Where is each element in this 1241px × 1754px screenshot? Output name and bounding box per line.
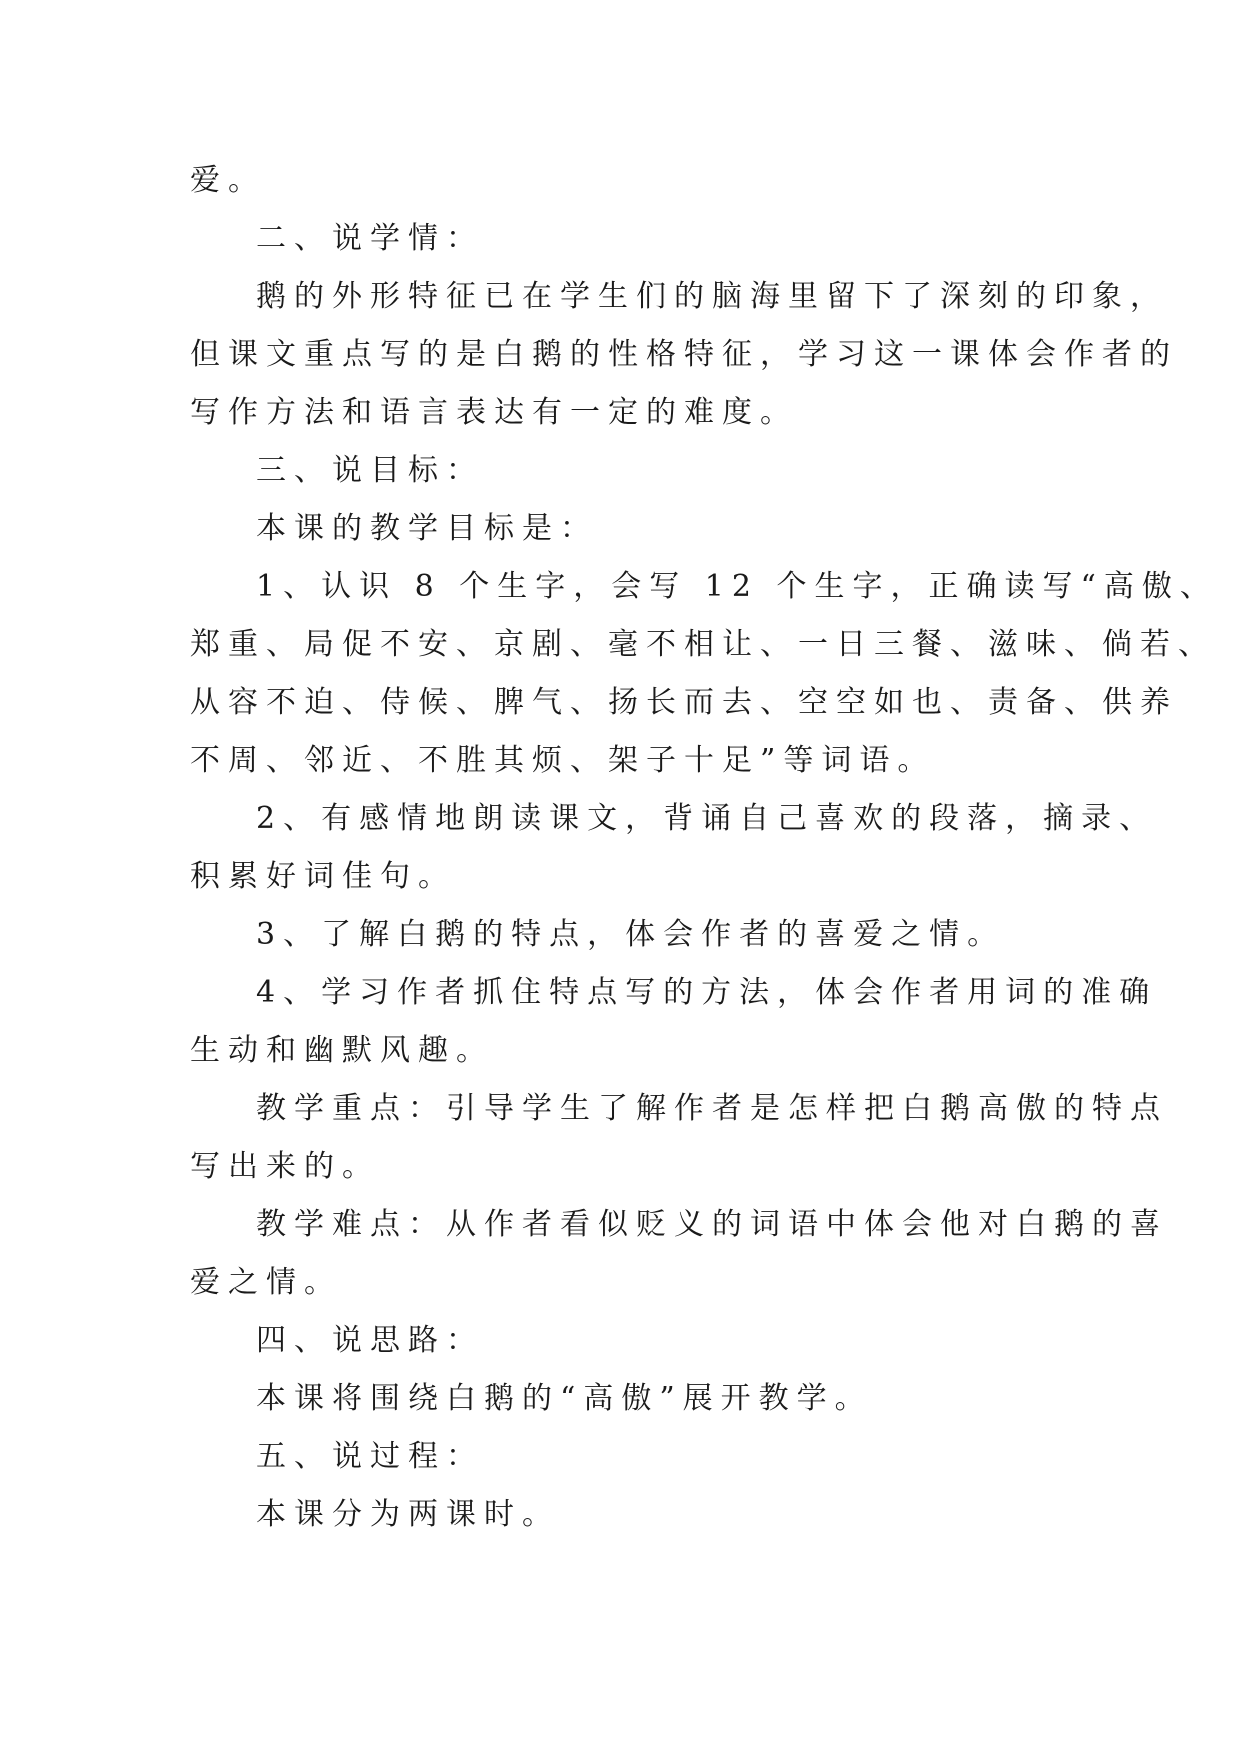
section-heading-learning: 二、说学情：	[256, 221, 484, 256]
document-body	[190, 152, 1218, 1544]
text-line: 爱之情。	[190, 1265, 342, 1300]
text-line: 本课分为两课时。	[256, 1497, 560, 1532]
text-line: 不周、邻近、不胜其烦、架子十足”等词语。	[190, 743, 936, 778]
text-line: 积累好词佳句。	[190, 859, 456, 894]
text-line: 本课的教学目标是：	[256, 511, 598, 546]
text-line: 爱。	[190, 163, 266, 198]
section-heading-approach: 四、说思路：	[256, 1323, 484, 1358]
text-line: 郑重、局促不安、京剧、毫不相让、一日三餐、滋味、倘若、	[190, 627, 1216, 662]
list-item-1: 1、认识 8 个生字，会写 12 个生字，正确读写“高傲、	[256, 569, 1218, 604]
list-item-3: 3、了解白鹅的特点，体会作者的喜爱之情。	[256, 917, 1006, 952]
text-line: 鹅的外形特征已在学生们的脑海里留下了深刻的印象，	[256, 279, 1168, 314]
text-line: 写作方法和语言表达有一定的难度。	[190, 395, 798, 430]
text-line: 写出来的。	[190, 1149, 380, 1184]
list-item-2: 2、有感情地朗读课文，背诵自己喜欢的段落，摘录、	[256, 801, 1158, 836]
teaching-difficulty: 教学难点：从作者看似贬义的词语中体会他对白鹅的喜	[256, 1207, 1168, 1242]
teaching-focus: 教学重点：引导学生了解作者是怎样把白鹅高傲的特点	[256, 1091, 1168, 1126]
section-heading-process: 五、说过程：	[256, 1439, 484, 1474]
text-line: 本课将围绕白鹅的“高傲”展开教学。	[256, 1381, 873, 1416]
text-line: 生动和幽默风趣。	[190, 1033, 494, 1068]
text-line: 从容不迫、侍候、脾气、扬长而去、空空如也、责备、供养	[190, 685, 1178, 720]
list-item-4: 4、学习作者抓住特点写的方法，体会作者用词的准确	[256, 975, 1158, 1010]
section-heading-goals: 三、说目标：	[256, 453, 484, 488]
text-line: 但课文重点写的是白鹅的性格特征，学习这一课体会作者的	[190, 337, 1178, 372]
